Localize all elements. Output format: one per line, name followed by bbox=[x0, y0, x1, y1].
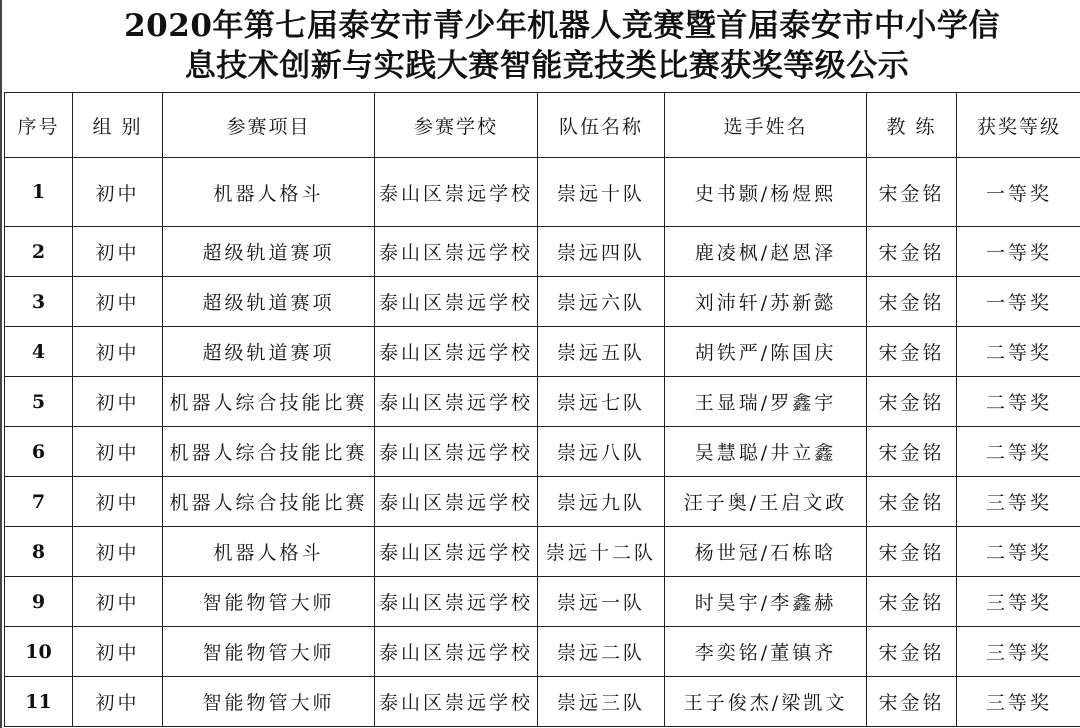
cell-project: 机器人综合技能比赛 bbox=[163, 477, 375, 527]
cell-team-name: 崇远三队 bbox=[538, 677, 665, 727]
cell-player-names: 李奕铭/董镇齐 bbox=[665, 627, 867, 677]
cell-school: 泰山区崇远学校 bbox=[375, 158, 538, 227]
cell-player-names: 时昊宇/李鑫赫 bbox=[665, 577, 867, 627]
cell-team-name: 崇远一队 bbox=[538, 577, 665, 627]
awards-table bbox=[4, 92, 1080, 727]
table-row bbox=[5, 158, 1080, 227]
cell-project: 超级轨道赛项 bbox=[163, 277, 375, 327]
cell-team-name: 崇远十队 bbox=[538, 158, 665, 227]
cell-serial-number: 9 bbox=[5, 577, 73, 627]
cell-award-level: 一等奖 bbox=[957, 227, 1080, 277]
cell-group: 初中 bbox=[73, 227, 163, 277]
table-row bbox=[5, 527, 1080, 577]
cell-project: 超级轨道赛项 bbox=[163, 327, 375, 377]
cell-team-name: 崇远十二队 bbox=[538, 527, 665, 577]
cell-award-level: 三等奖 bbox=[957, 627, 1080, 677]
cell-player-names: 杨世冠/石栋晗 bbox=[665, 527, 867, 577]
cell-player-names: 吴慧聪/井立鑫 bbox=[665, 427, 867, 477]
cell-group: 初中 bbox=[73, 627, 163, 677]
cell-group: 初中 bbox=[73, 277, 163, 327]
cell-group: 初中 bbox=[73, 158, 163, 227]
cell-award-level: 二等奖 bbox=[957, 377, 1080, 427]
cell-team-name: 崇远五队 bbox=[538, 327, 665, 377]
cell-project: 超级轨道赛项 bbox=[163, 227, 375, 277]
cell-serial-number: 1 bbox=[5, 158, 73, 227]
cell-school: 泰山区崇远学校 bbox=[375, 277, 538, 327]
cell-coach: 宋金铭 bbox=[867, 527, 957, 577]
cell-school: 泰山区崇远学校 bbox=[375, 427, 538, 477]
cell-group: 初中 bbox=[73, 377, 163, 427]
cell-project: 智能物管大师 bbox=[163, 577, 375, 627]
cell-coach: 宋金铭 bbox=[867, 327, 957, 377]
document-title bbox=[2, 0, 1080, 92]
cell-team-name: 崇远八队 bbox=[538, 427, 665, 477]
cell-group: 初中 bbox=[73, 577, 163, 627]
table-row bbox=[5, 227, 1080, 277]
cell-team-name: 崇远六队 bbox=[538, 277, 665, 327]
cell-award-level: 三等奖 bbox=[957, 677, 1080, 727]
cell-project: 机器人格斗 bbox=[163, 158, 375, 227]
cell-school: 泰山区崇远学校 bbox=[375, 227, 538, 277]
header-row bbox=[5, 93, 1080, 158]
cell-player-names: 鹿凌枫/赵恩泽 bbox=[665, 227, 867, 277]
table-row bbox=[5, 377, 1080, 427]
table-row bbox=[5, 677, 1080, 727]
cell-coach: 宋金铭 bbox=[867, 627, 957, 677]
cell-project: 机器人综合技能比赛 bbox=[163, 427, 375, 477]
table-row bbox=[5, 577, 1080, 627]
cell-serial-number: 3 bbox=[5, 277, 73, 327]
cell-serial-number: 11 bbox=[5, 677, 73, 727]
cell-school: 泰山区崇远学校 bbox=[375, 627, 538, 677]
cell-school: 泰山区崇远学校 bbox=[375, 577, 538, 627]
cell-serial-number: 5 bbox=[5, 377, 73, 427]
cell-award-level: 二等奖 bbox=[957, 527, 1080, 577]
cell-group: 初中 bbox=[73, 477, 163, 527]
table-row bbox=[5, 477, 1080, 527]
cell-group: 初中 bbox=[73, 427, 163, 477]
cell-award-level: 二等奖 bbox=[957, 427, 1080, 477]
cell-group: 初中 bbox=[73, 527, 163, 577]
table-row bbox=[5, 427, 1080, 477]
cell-team-name: 崇远九队 bbox=[538, 477, 665, 527]
cell-award-level: 三等奖 bbox=[957, 577, 1080, 627]
title-line-1: 2020年第七届泰安市青少年机器人竞赛暨首届泰安市中小学信 bbox=[124, 8, 1000, 44]
cell-group: 初中 bbox=[73, 677, 163, 727]
cell-player-names: 汪子奥/王启文政 bbox=[665, 477, 867, 527]
cell-team-name: 崇远七队 bbox=[538, 377, 665, 427]
table-row bbox=[5, 627, 1080, 677]
cell-project: 机器人综合技能比赛 bbox=[163, 377, 375, 427]
cell-school: 泰山区崇远学校 bbox=[375, 527, 538, 577]
header-award-level: 获奖等级 bbox=[957, 93, 1080, 158]
cell-group: 初中 bbox=[73, 327, 163, 377]
title-line-2: 息技术创新与实践大赛智能竞技类比赛获奖等级公示 bbox=[184, 48, 910, 84]
cell-award-level: 一等奖 bbox=[957, 158, 1080, 227]
cell-serial-number: 6 bbox=[5, 427, 73, 477]
cell-serial-number: 2 bbox=[5, 227, 73, 277]
cell-school: 泰山区崇远学校 bbox=[375, 677, 538, 727]
cell-player-names: 王显瑞/罗鑫宇 bbox=[665, 377, 867, 427]
cell-serial-number: 7 bbox=[5, 477, 73, 527]
cell-coach: 宋金铭 bbox=[867, 377, 957, 427]
cell-coach: 宋金铭 bbox=[867, 158, 957, 227]
cell-team-name: 崇远二队 bbox=[538, 627, 665, 677]
header-group: 组 别 bbox=[73, 93, 163, 158]
table-body bbox=[5, 158, 1080, 727]
cell-project: 机器人格斗 bbox=[163, 527, 375, 577]
table-row bbox=[5, 327, 1080, 377]
cell-coach: 宋金铭 bbox=[867, 477, 957, 527]
cell-coach: 宋金铭 bbox=[867, 427, 957, 477]
cell-coach: 宋金铭 bbox=[867, 277, 957, 327]
cell-player-names: 史书颢/杨煜熙 bbox=[665, 158, 867, 227]
table-row bbox=[5, 277, 1080, 327]
cell-serial-number: 8 bbox=[5, 527, 73, 577]
cell-player-names: 王子俊杰/梁凯文 bbox=[665, 677, 867, 727]
header-serial-number: 序号 bbox=[5, 93, 73, 158]
cell-project: 智能物管大师 bbox=[163, 627, 375, 677]
cell-team-name: 崇远四队 bbox=[538, 227, 665, 277]
cell-school: 泰山区崇远学校 bbox=[375, 377, 538, 427]
cell-player-names: 胡铁严/陈国庆 bbox=[665, 327, 867, 377]
header-project: 参赛项目 bbox=[163, 93, 375, 158]
cell-award-level: 三等奖 bbox=[957, 477, 1080, 527]
cell-school: 泰山区崇远学校 bbox=[375, 327, 538, 377]
cell-serial-number: 10 bbox=[5, 627, 73, 677]
cell-coach: 宋金铭 bbox=[867, 227, 957, 277]
header-team-name: 队伍名称 bbox=[538, 93, 665, 158]
cell-school: 泰山区崇远学校 bbox=[375, 477, 538, 527]
header-coach: 教 练 bbox=[867, 93, 957, 158]
cell-serial-number: 4 bbox=[5, 327, 73, 377]
cell-project: 智能物管大师 bbox=[163, 677, 375, 727]
cell-coach: 宋金铭 bbox=[867, 677, 957, 727]
cell-award-level: 一等奖 bbox=[957, 277, 1080, 327]
header-player-names: 选手姓名 bbox=[665, 93, 867, 158]
header-school: 参赛学校 bbox=[375, 93, 538, 158]
cell-player-names: 刘沛轩/苏新懿 bbox=[665, 277, 867, 327]
cell-coach: 宋金铭 bbox=[867, 577, 957, 627]
cell-award-level: 二等奖 bbox=[957, 327, 1080, 377]
